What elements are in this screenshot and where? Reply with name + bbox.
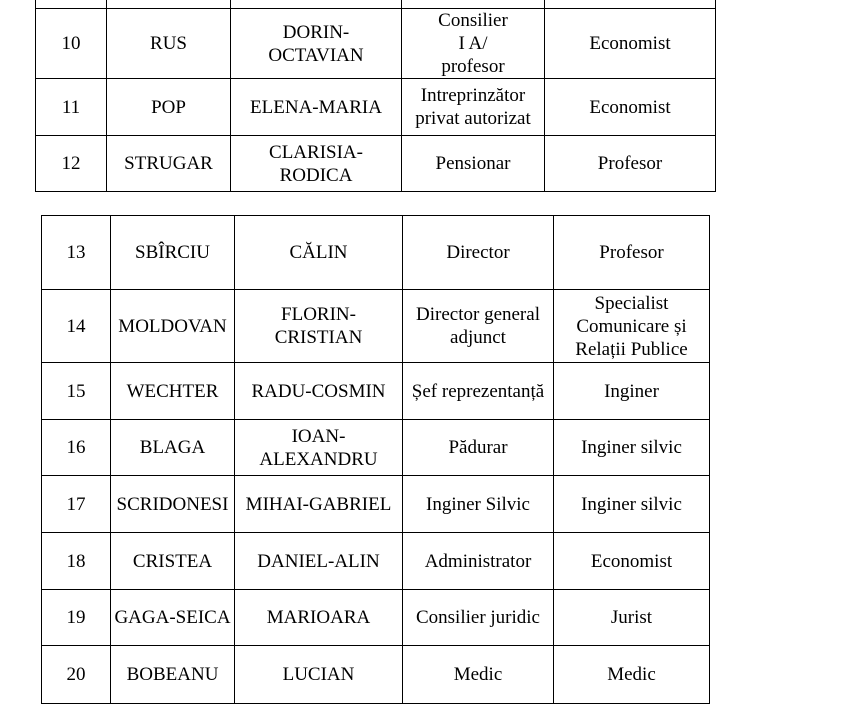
cell-text: Economist [589, 33, 671, 54]
table-row [36, 136, 716, 192]
members-table-bottom [41, 215, 710, 704]
cell-text: BLAGA [139, 437, 206, 458]
given-name-cell [235, 590, 403, 646]
cell-text: GAGA-SEICA [114, 607, 231, 628]
cell-text: Economist [589, 96, 671, 118]
row-number-cell [42, 420, 111, 476]
cell-text: LUCIAN [282, 664, 355, 685]
cell-text: RUS [150, 33, 187, 54]
given-name-cell [231, 79, 402, 136]
cell-text: IOAN- ALEXANDRU [259, 425, 378, 470]
row-number-cell [36, 0, 107, 9]
occupation-cell [402, 79, 545, 136]
row-number-cell [42, 476, 111, 533]
cell-text: Intreprinzător privat autorizat [415, 85, 531, 129]
cell-text: BOBEANU [126, 664, 219, 685]
row-number-cell [36, 79, 107, 136]
surname-cell [111, 590, 235, 646]
given-name-cell [231, 136, 402, 192]
profession-cell [554, 476, 710, 533]
cell-text: 20 [66, 664, 86, 685]
occupation-cell [403, 476, 554, 533]
row-number-cell [42, 363, 111, 420]
profession-cell [554, 646, 710, 704]
surname-cell [107, 79, 231, 136]
cell-text: 15 [66, 380, 86, 402]
cell-text: Jurist [610, 607, 653, 628]
given-name-cell [235, 646, 403, 704]
cell-text: RADU-COSMIN [251, 380, 386, 402]
row-number-cell [36, 9, 107, 79]
cell-text: Specialist Comunicare și Relații Publice [575, 292, 688, 360]
table-row [42, 476, 710, 533]
cell-text: FLORIN- CRISTIAN [274, 304, 363, 348]
cell-text: DANIEL-ALIN [257, 550, 380, 572]
occupation-cell [403, 533, 554, 590]
table-row [42, 290, 710, 363]
members-table-top [35, 0, 716, 192]
surname-cell [111, 363, 235, 420]
given-name-cell [235, 420, 403, 476]
profession-cell [554, 216, 710, 290]
cell-text: Șef reprezentanță [411, 380, 545, 402]
cell-text: Consilier I A/ profesor [438, 10, 508, 77]
cell-text: 16 [66, 437, 86, 458]
cell-text: Pensionar [435, 153, 511, 174]
profession-cell [545, 136, 716, 192]
surname-cell [111, 290, 235, 363]
table-row [36, 79, 716, 136]
cell-text: CLARISIA- RODICA [269, 141, 363, 186]
profession-cell [545, 79, 716, 136]
occupation-cell [403, 216, 554, 290]
row-number-cell [42, 216, 111, 290]
table-row [36, 0, 716, 9]
table-row [42, 646, 710, 704]
row-number-cell [42, 290, 111, 363]
cell-text: Inginer silvic [581, 437, 682, 458]
cell-text: 13 [66, 242, 86, 263]
surname-cell [107, 9, 231, 79]
cell-text: WECHTER [126, 380, 219, 402]
cell-text: SCRIDONESI [116, 493, 229, 515]
profession-cell [554, 420, 710, 476]
table-row [42, 533, 710, 590]
cell-text: 19 [66, 607, 86, 628]
cell-text: 12 [61, 153, 81, 174]
cell-text: Administrator [424, 550, 532, 572]
surname-cell [111, 476, 235, 533]
table-row [42, 363, 710, 420]
cell-text: STRUGAR [124, 153, 213, 174]
row-number-cell [42, 533, 111, 590]
surname-cell [111, 533, 235, 590]
cell-text: Profesor [599, 242, 664, 263]
given-name-cell [235, 216, 403, 290]
row-number-cell [36, 136, 107, 192]
given-name-cell [235, 363, 403, 420]
cell-text: Director [446, 242, 510, 263]
row-number-cell [42, 646, 111, 704]
profession-cell [554, 533, 710, 590]
table-row [42, 420, 710, 476]
cell-text: CRISTEA [132, 550, 213, 572]
given-name-cell [231, 0, 402, 9]
cell-text: SBÎRCIU [135, 242, 210, 263]
occupation-cell [403, 363, 554, 420]
cell-text: 17 [66, 493, 86, 515]
cell-text: MARIOARA [266, 607, 371, 628]
cell-text: 11 [61, 96, 81, 118]
given-name-cell [231, 9, 402, 79]
cell-text: Inginer [604, 380, 659, 402]
cell-text: DORIN- OCTAVIAN [268, 21, 364, 66]
given-name-cell [235, 476, 403, 533]
table-row [42, 590, 710, 646]
cell-text: 14 [66, 315, 86, 337]
cell-text: POP [151, 96, 186, 118]
table-row [42, 216, 710, 290]
cell-text: Pădurar [448, 437, 508, 458]
cell-text: Economist [590, 550, 673, 572]
cell-text: 10 [61, 33, 81, 54]
occupation-cell [403, 290, 554, 363]
cell-text: Profesor [597, 153, 663, 174]
occupation-cell [403, 590, 554, 646]
profession-cell [554, 290, 710, 363]
surname-cell [107, 0, 231, 9]
surname-cell [107, 136, 231, 192]
profession-cell [545, 9, 716, 79]
profession-cell [554, 590, 710, 646]
occupation-cell [402, 0, 545, 9]
cell-text: Consilier juridic [415, 607, 540, 628]
cell-text: MOLDOVAN [118, 315, 227, 337]
cell-text: Director general adjunct [416, 304, 540, 348]
occupation-cell [403, 646, 554, 704]
row-number-cell [42, 590, 111, 646]
surname-cell [111, 420, 235, 476]
occupation-cell [402, 9, 545, 79]
cell-text: Medic [453, 664, 503, 685]
surname-cell [111, 216, 235, 290]
cell-text: Inginer silvic [581, 493, 682, 515]
cell-text: CĂLIN [289, 242, 348, 263]
cell-text: Inginer Silvic [426, 493, 530, 515]
given-name-cell [235, 533, 403, 590]
cell-text: 18 [66, 550, 86, 572]
cell-text: MIHAI-GABRIEL [245, 493, 392, 515]
profession-cell [554, 363, 710, 420]
given-name-cell [235, 290, 403, 363]
surname-cell [111, 646, 235, 704]
cell-text: Medic [607, 664, 656, 685]
occupation-cell [403, 420, 554, 476]
occupation-cell [402, 136, 545, 192]
profession-cell [545, 0, 716, 9]
cell-text: ELENA-MARIA [250, 96, 382, 118]
table-row [36, 9, 716, 79]
